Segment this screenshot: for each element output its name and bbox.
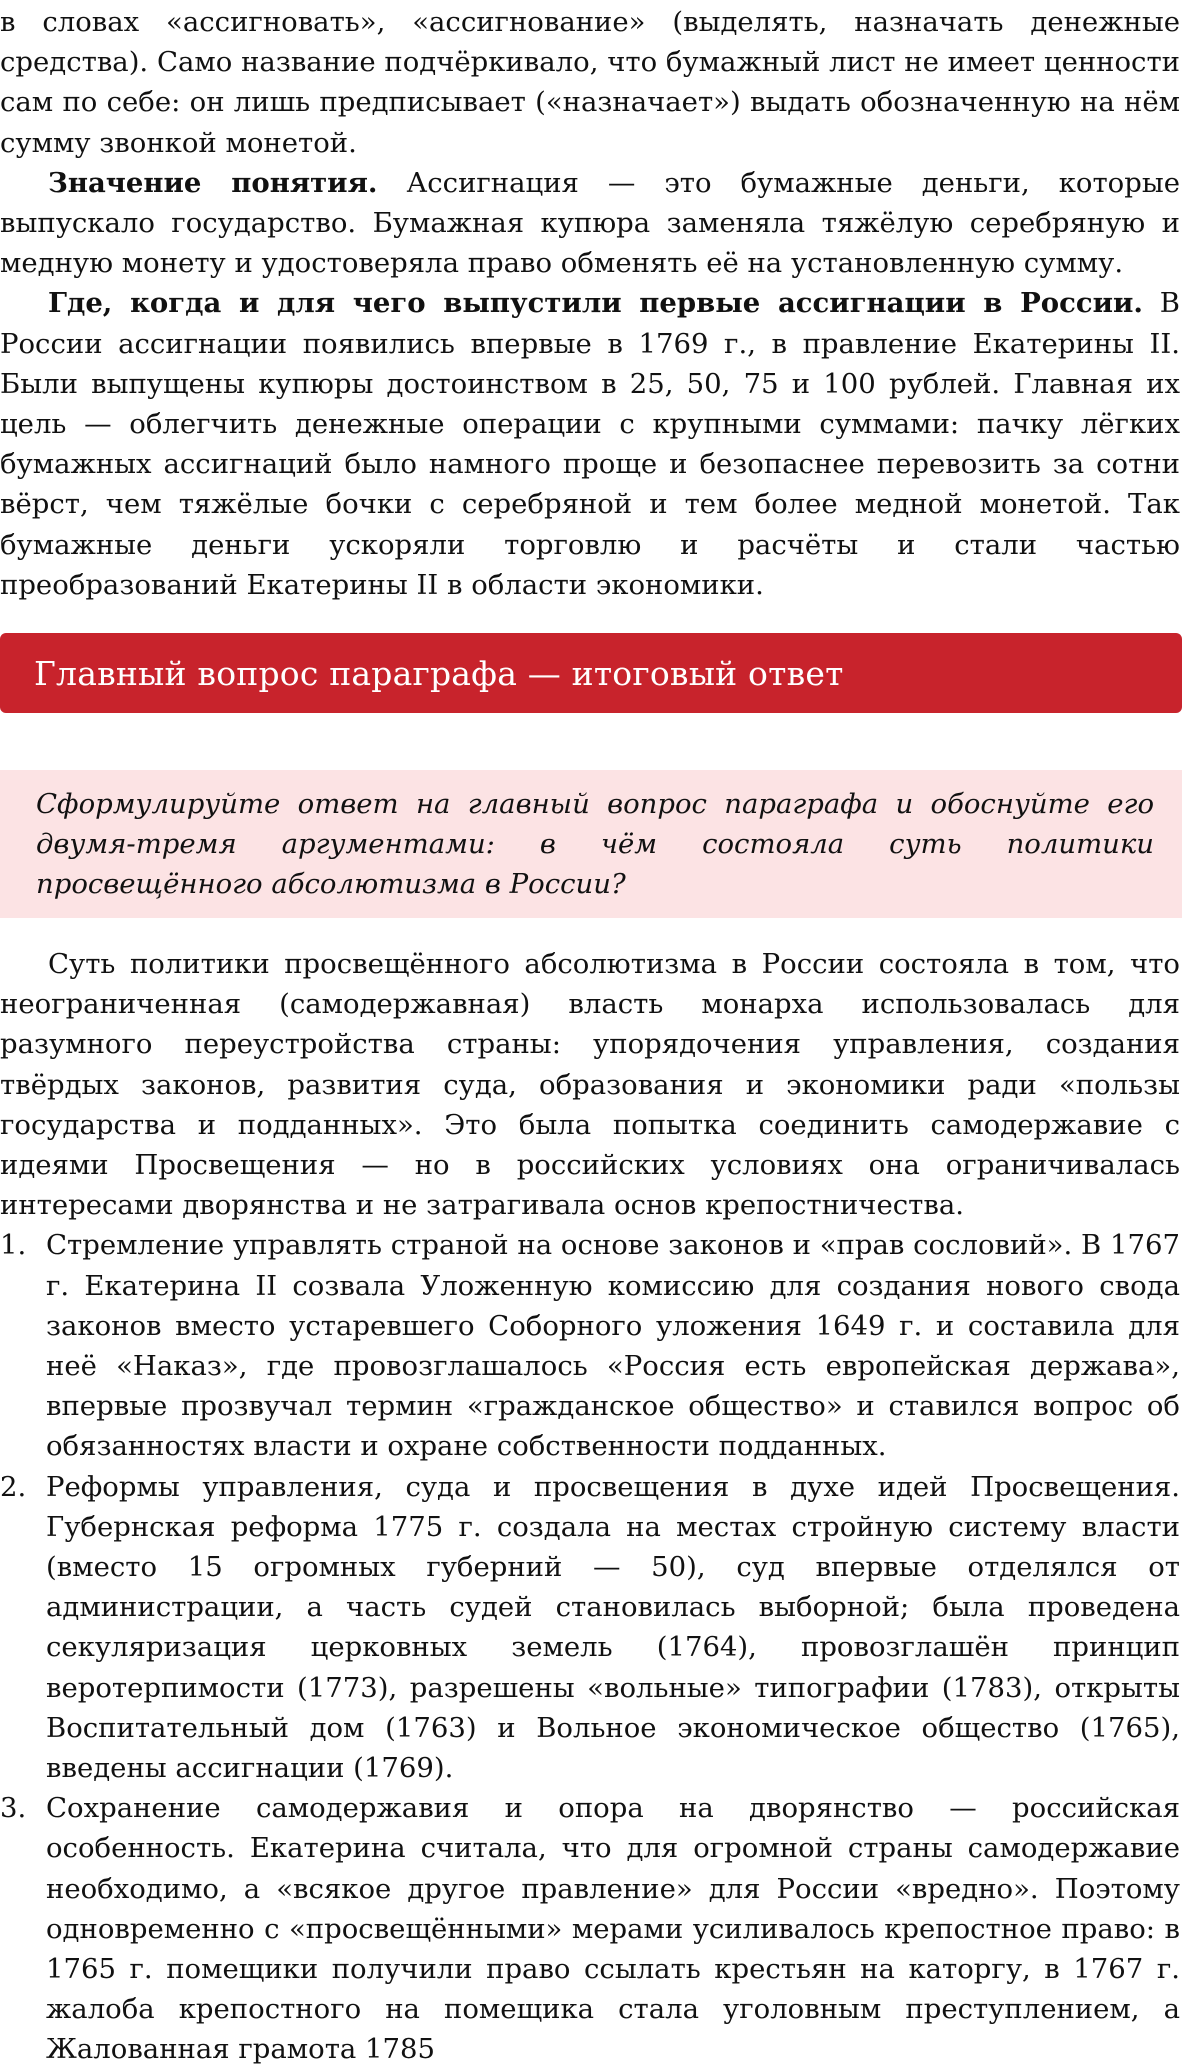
- argument-list: [0, 1225, 1180, 2069]
- intro-paragraph-continued: в словах «ассигновать», «ассигнование» (выделять, назначать денежные средства). Само название подчёркивало, что бумажный лист не имеет ценности сам по себе: он лишь предписывает («назначает») выдать обозначенную на нём сумму звонкой монетой.: [0, 6, 1180, 159]
- argument-number: 3.: [0, 1792, 27, 1825]
- definition-lead: Значение понятия.: [48, 166, 378, 199]
- argument-text: Стремление управлять страной на основе законов и «прав сословий». В 1767 г. Екатерина II созвала Уложенную комиссию для создания нового свода законов вместо устаревшего Соборного уложения 1649 г. и составила для неё «Наказ», где провозглашалось «Россия есть европейская держава», впервые прозвучал термин «гражданское общество» и ставился вопрос об обязанностях власти и охране собственности подданных.: [46, 1229, 1180, 1463]
- history-text: В России ассигнации появились впервые в 1769 г., в правление Екатерины II. Были выпущены купюры достоинством в 25, 50, 75 и 100 рублей. Главная их цель — облегчить денежные операции с крупными суммами: пачку лёгких бумажных ассигнаций было намного проще и безопаснее перевозить за сотни вёрст, чем тяжёлые бочки с серебряной и тем более медной монетой. Так бумажные деньги ускоряли торговлю и расчёты и стали частью преобразований Екатерины II в области экономики.: [0, 287, 1181, 601]
- argument-item-2: [0, 1467, 1180, 1789]
- history-lead: Где, когда и для чего выпустили первые ассигнации в России.: [48, 287, 1143, 320]
- argument-number: 2.: [0, 1470, 27, 1503]
- answer-section: [0, 944, 1180, 2070]
- definition-text: Ассигнация — это бумажные деньги, которые выпускало государство. Бумажная купюра заменяла тяжёлую серебряную и медную монету и удостоверяла право обменять её на установленную сумму.: [0, 166, 1180, 280]
- definition-paragraph: [0, 163, 1180, 284]
- section-banner-title: Главный вопрос параграфа — итоговый ответ: [34, 653, 844, 693]
- intro-section: [0, 2, 1180, 605]
- answer-intro-paragraph: Суть политики просвещённого абсолютизма в России состояла в том, что неограниченная (самодержавная) власть монарха использовалась для разумного переустройства страны: упорядочения управления, создания твёрдых законов, развития суда, образования и экономики ради «пользы государства и подданных». Это была попытка соединить самодержавие с идеями Просвещения — но в российских условиях она ограничивалась интересами дворянства и не затрагивала основ крепостничества.: [0, 948, 1180, 1222]
- argument-item-1: [0, 1225, 1180, 1466]
- section-banner: [0, 633, 1182, 713]
- history-paragraph: [0, 283, 1180, 605]
- main-question-box: [0, 770, 1182, 918]
- main-question-text: Сформулируйте ответ на главный вопрос параграфа и обоснуйте его двумя-тремя аргументами: в чём состояла суть политики просвещённого абсолютизма в России?: [36, 788, 1154, 900]
- argument-item-3: [0, 1788, 1180, 2069]
- argument-text: Реформы управления, суда и просвещения в духе идей Просвещения. Губернская реформа 1775 г. создала на местах стройную систему власти (вместо 15 огромных губерний — 50), суд впервые отделялся от администрации, а часть судей становилась выборной; была проведена секуляризация церковных земель (1764), провозглашён принцип веротерпимости (1773), разрешены «вольные» типографии (1783), открыты Воспитательный дом (1763) и Вольное экономическое общество (1765), введены ассигнации (1769).: [46, 1470, 1180, 1785]
- argument-text: Сохранение самодержавия и опора на дворянство — российская особенность. Екатерина считала, что для огромной страны самодержавие необходимо, а «всякое другое правление» для России «вредно». Поэтому одновременно с «просвещёнными» мерами усиливалось крепостное право: в 1765 г. помещики получили право ссылать крестьян на каторгу, в 1767 г. жалоба крепостного на помещика стала уголовным преступлением, а Жалованная грамота 1785: [46, 1792, 1180, 2066]
- argument-number: 1.: [0, 1229, 27, 1262]
